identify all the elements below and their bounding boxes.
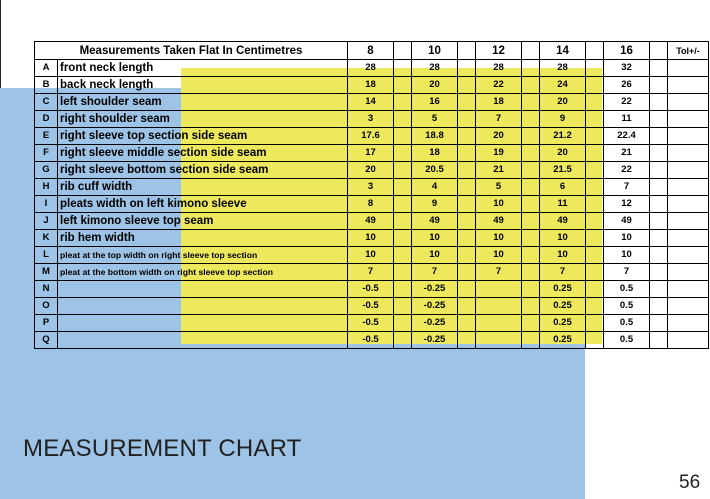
row-letter: E — [35, 128, 58, 145]
measurement-cell: 28 — [540, 60, 586, 77]
row-letter: P — [35, 315, 58, 332]
table-row — [35, 179, 709, 196]
measurement-cell: -0.5 — [348, 281, 394, 298]
spacer-cell — [394, 332, 412, 349]
measurement-cell: 49 — [412, 213, 458, 230]
measurement-cell: 49 — [540, 213, 586, 230]
measurement-cell: 7 — [412, 264, 458, 281]
spacer-cell — [650, 94, 668, 111]
measurement-cell: 28 — [412, 60, 458, 77]
spacer-cell — [458, 60, 476, 77]
spacer-cell — [522, 247, 540, 264]
table-row — [35, 111, 709, 128]
page-number: 56 — [679, 472, 701, 493]
row-letter: I — [35, 196, 58, 213]
row-letter: J — [35, 213, 58, 230]
spacer-cell — [586, 77, 604, 94]
spacer-cell — [522, 264, 540, 281]
spacer-cell — [394, 77, 412, 94]
table-row — [35, 213, 709, 230]
spacer-cell — [650, 60, 668, 77]
row-letter: C — [35, 94, 58, 111]
tolerance-cell — [668, 315, 709, 332]
table-row — [35, 162, 709, 179]
measurement-cell: 49 — [476, 213, 522, 230]
measurement-cell: 7 — [476, 264, 522, 281]
spacer-cell — [394, 179, 412, 196]
table-row — [35, 264, 709, 281]
spacer-cell — [586, 42, 604, 60]
measurement-cell: 19 — [476, 145, 522, 162]
table-row — [35, 315, 709, 332]
spacer-cell — [458, 213, 476, 230]
spacer-cell — [586, 281, 604, 298]
spacer-cell — [586, 264, 604, 281]
measurement-cell: -0.5 — [348, 315, 394, 332]
measurement-cell: 10 — [540, 247, 586, 264]
spacer-cell — [586, 145, 604, 162]
spacer-cell — [650, 332, 668, 349]
row-description: front neck length — [58, 60, 348, 77]
measurement-cell: 28 — [348, 60, 394, 77]
row-description — [58, 298, 348, 315]
measurement-cell: 21.5 — [540, 162, 586, 179]
measurement-cell: 49 — [604, 213, 650, 230]
tolerance-cell — [668, 332, 709, 349]
spacer-cell — [522, 213, 540, 230]
spacer-cell — [650, 298, 668, 315]
spacer-cell — [650, 264, 668, 281]
spacer-cell — [586, 213, 604, 230]
measurement-cell: 22 — [604, 94, 650, 111]
row-description: right sleeve bottom section side seam — [58, 162, 348, 179]
measurement-cell: 10 — [540, 230, 586, 247]
spacer-cell — [394, 315, 412, 332]
size-header-12: 12 — [476, 42, 522, 60]
tolerance-header: Tol+/- — [668, 42, 709, 60]
spacer-cell — [522, 298, 540, 315]
spacer-cell — [458, 196, 476, 213]
row-description: rib cuff width — [58, 179, 348, 196]
measurement-cell: 26 — [604, 77, 650, 94]
spacer-cell — [650, 315, 668, 332]
spacer-cell — [458, 94, 476, 111]
measurement-table — [34, 41, 709, 349]
left-edge-line — [0, 0, 1, 88]
spacer-cell — [522, 77, 540, 94]
table-row — [35, 128, 709, 145]
spacer-cell — [394, 213, 412, 230]
measurement-cell: 16 — [412, 94, 458, 111]
measurement-cell: 49 — [348, 213, 394, 230]
measurement-cell: 0.5 — [604, 281, 650, 298]
row-letter: Q — [35, 332, 58, 349]
measurement-cell: 21 — [476, 162, 522, 179]
measurement-cell: 7 — [604, 179, 650, 196]
table-row — [35, 298, 709, 315]
table-header-row — [35, 42, 709, 60]
measurement-cell: -0.25 — [412, 298, 458, 315]
spacer-cell — [650, 179, 668, 196]
measurement-cell: 4 — [412, 179, 458, 196]
spacer-cell — [586, 111, 604, 128]
spacer-cell — [586, 230, 604, 247]
measurement-cell: 20 — [348, 162, 394, 179]
spacer-cell — [586, 332, 604, 349]
spacer-cell — [394, 128, 412, 145]
row-letter: H — [35, 179, 58, 196]
spacer-cell — [650, 281, 668, 298]
spacer-cell — [522, 332, 540, 349]
measurement-cell: 7 — [540, 264, 586, 281]
table-row — [35, 60, 709, 77]
row-description — [58, 332, 348, 349]
measurement-cell: 10 — [348, 247, 394, 264]
measurement-cell: 5 — [476, 179, 522, 196]
measurement-cell: -0.5 — [348, 332, 394, 349]
spacer-cell — [394, 281, 412, 298]
measurement-cell: 0.25 — [540, 281, 586, 298]
spacer-cell — [586, 128, 604, 145]
measurement-cell — [476, 298, 522, 315]
spacer-cell — [458, 230, 476, 247]
spacer-cell — [522, 60, 540, 77]
measurement-cell: 18 — [412, 145, 458, 162]
measurement-cell: 3 — [348, 111, 394, 128]
spacer-cell — [522, 94, 540, 111]
tolerance-cell — [668, 128, 709, 145]
row-description — [58, 315, 348, 332]
spacer-cell — [522, 281, 540, 298]
spacer-cell — [458, 111, 476, 128]
measurement-cell: 20.5 — [412, 162, 458, 179]
measurement-cell: -0.25 — [412, 315, 458, 332]
row-letter: B — [35, 77, 58, 94]
spacer-cell — [458, 162, 476, 179]
spacer-cell — [650, 128, 668, 145]
spacer-cell — [394, 111, 412, 128]
spacer-cell — [458, 315, 476, 332]
measurement-cell: 0.5 — [604, 298, 650, 315]
spacer-cell — [394, 145, 412, 162]
row-description: pleat at the bottom width on right sleeve top section — [58, 264, 348, 281]
measurement-cell: 18.8 — [412, 128, 458, 145]
spacer-cell — [522, 128, 540, 145]
measurement-cell: 3 — [348, 179, 394, 196]
measurement-cell: 22 — [476, 77, 522, 94]
size-header-8: 8 — [348, 42, 394, 60]
spacer-cell — [458, 281, 476, 298]
measurement-cell: 18 — [348, 77, 394, 94]
measurement-cell: 20 — [476, 128, 522, 145]
measurement-cell: 10 — [476, 196, 522, 213]
spacer-cell — [650, 196, 668, 213]
table-row — [35, 145, 709, 162]
measurement-cell: 12 — [604, 196, 650, 213]
table-row — [35, 77, 709, 94]
measurement-cell: 21 — [604, 145, 650, 162]
row-description: pleat at the top width on right sleeve top section — [58, 247, 348, 264]
row-description: back neck length — [58, 77, 348, 94]
measurement-cell: -0.25 — [412, 332, 458, 349]
spacer-cell — [650, 42, 668, 60]
table-row — [35, 196, 709, 213]
row-description: right shoulder seam — [58, 111, 348, 128]
table-row — [35, 247, 709, 264]
table-row — [35, 332, 709, 349]
measurement-cell: 10 — [476, 247, 522, 264]
row-description: right sleeve top section side seam — [58, 128, 348, 145]
measurement-cell: 7 — [476, 111, 522, 128]
measurement-cell: 22.4 — [604, 128, 650, 145]
table-title: Measurements Taken Flat In Centimetres — [35, 42, 348, 60]
row-description: right sleeve middle section side seam — [58, 145, 348, 162]
spacer-cell — [586, 298, 604, 315]
spacer-cell — [650, 247, 668, 264]
spacer-cell — [522, 230, 540, 247]
table-row — [35, 281, 709, 298]
row-letter: M — [35, 264, 58, 281]
spacer-cell — [394, 298, 412, 315]
table-row — [35, 94, 709, 111]
measurement-cell: 0.5 — [604, 332, 650, 349]
tolerance-cell — [668, 230, 709, 247]
spacer-cell — [522, 315, 540, 332]
spacer-cell — [394, 60, 412, 77]
tolerance-cell — [668, 94, 709, 111]
measurement-cell: -0.25 — [412, 281, 458, 298]
spacer-cell — [458, 264, 476, 281]
row-description: left kimono sleeve top seam — [58, 213, 348, 230]
spacer-cell — [650, 111, 668, 128]
tolerance-cell — [668, 162, 709, 179]
measurement-cell: 28 — [476, 60, 522, 77]
spacer-cell — [394, 42, 412, 60]
measurement-cell: 0.25 — [540, 315, 586, 332]
spacer-cell — [394, 162, 412, 179]
measurement-cell: 7 — [348, 264, 394, 281]
measurement-cell: 22 — [604, 162, 650, 179]
tolerance-cell — [668, 247, 709, 264]
spacer-cell — [394, 196, 412, 213]
spacer-cell — [394, 94, 412, 111]
row-letter: K — [35, 230, 58, 247]
measurement-cell: 0.25 — [540, 332, 586, 349]
spacer-cell — [458, 298, 476, 315]
measurement-cell: 10 — [348, 230, 394, 247]
spacer-cell — [522, 196, 540, 213]
measurement-cell: 17.6 — [348, 128, 394, 145]
spacer-cell — [458, 247, 476, 264]
measurement-cell: 9 — [540, 111, 586, 128]
tolerance-cell — [668, 145, 709, 162]
spacer-cell — [458, 145, 476, 162]
spacer-cell — [522, 179, 540, 196]
spacer-cell — [522, 111, 540, 128]
size-header-16: 16 — [604, 42, 650, 60]
measurement-cell: 11 — [540, 196, 586, 213]
measurement-cell: 18 — [476, 94, 522, 111]
tolerance-cell — [668, 77, 709, 94]
measurement-cell: 7 — [604, 264, 650, 281]
spacer-cell — [458, 332, 476, 349]
spacer-cell — [586, 94, 604, 111]
row-letter: O — [35, 298, 58, 315]
spacer-cell — [586, 162, 604, 179]
measurement-cell: 10 — [604, 230, 650, 247]
spacer-cell — [650, 230, 668, 247]
slide-title: MEASUREMENT CHART — [23, 435, 302, 462]
tolerance-cell — [668, 111, 709, 128]
tolerance-cell — [668, 60, 709, 77]
measurement-cell: 5 — [412, 111, 458, 128]
tolerance-cell — [668, 281, 709, 298]
spacer-cell — [458, 42, 476, 60]
measurement-cell: 6 — [540, 179, 586, 196]
row-description: left shoulder seam — [58, 94, 348, 111]
measurement-cell — [476, 332, 522, 349]
spacer-cell — [522, 162, 540, 179]
spacer-cell — [650, 77, 668, 94]
measurement-cell: 9 — [412, 196, 458, 213]
tolerance-cell — [668, 196, 709, 213]
measurement-cell — [476, 281, 522, 298]
row-letter: N — [35, 281, 58, 298]
tolerance-cell — [668, 298, 709, 315]
measurement-cell: 24 — [540, 77, 586, 94]
row-description — [58, 281, 348, 298]
measurement-cell: 17 — [348, 145, 394, 162]
spacer-cell — [458, 179, 476, 196]
measurement-cell — [476, 315, 522, 332]
spacer-cell — [586, 315, 604, 332]
table-row — [35, 230, 709, 247]
measurement-cell: -0.5 — [348, 298, 394, 315]
row-description: pleats width on left kimono sleeve — [58, 196, 348, 213]
spacer-cell — [458, 77, 476, 94]
measurement-cell: 10 — [476, 230, 522, 247]
measurement-cell: 8 — [348, 196, 394, 213]
measurement-cell: 14 — [348, 94, 394, 111]
measurement-cell: 10 — [412, 247, 458, 264]
size-header-10: 10 — [412, 42, 458, 60]
measurement-cell: 20 — [412, 77, 458, 94]
spacer-cell — [586, 196, 604, 213]
measurement-cell: 20 — [540, 145, 586, 162]
measurement-cell: 20 — [540, 94, 586, 111]
row-letter: D — [35, 111, 58, 128]
spacer-cell — [586, 179, 604, 196]
row-letter: L — [35, 247, 58, 264]
measurement-cell: 10 — [412, 230, 458, 247]
measurement-cell: 0.25 — [540, 298, 586, 315]
row-letter: F — [35, 145, 58, 162]
measurement-cell: 21.2 — [540, 128, 586, 145]
row-description: rib hem width — [58, 230, 348, 247]
tolerance-cell — [668, 213, 709, 230]
spacer-cell — [394, 230, 412, 247]
tolerance-cell — [668, 179, 709, 196]
measurement-cell: 32 — [604, 60, 650, 77]
spacer-cell — [394, 264, 412, 281]
spacer-cell — [650, 213, 668, 230]
spacer-cell — [650, 145, 668, 162]
spacer-cell — [522, 145, 540, 162]
tolerance-cell — [668, 264, 709, 281]
spacer-cell — [586, 247, 604, 264]
spacer-cell — [522, 42, 540, 60]
spacer-cell — [458, 128, 476, 145]
measurement-cell: 10 — [604, 247, 650, 264]
spacer-cell — [650, 162, 668, 179]
spacer-cell — [586, 60, 604, 77]
spacer-cell — [394, 247, 412, 264]
row-letter: A — [35, 60, 58, 77]
measurement-cell: 11 — [604, 111, 650, 128]
row-letter: G — [35, 162, 58, 179]
size-header-14: 14 — [540, 42, 586, 60]
measurement-cell: 0.5 — [604, 315, 650, 332]
